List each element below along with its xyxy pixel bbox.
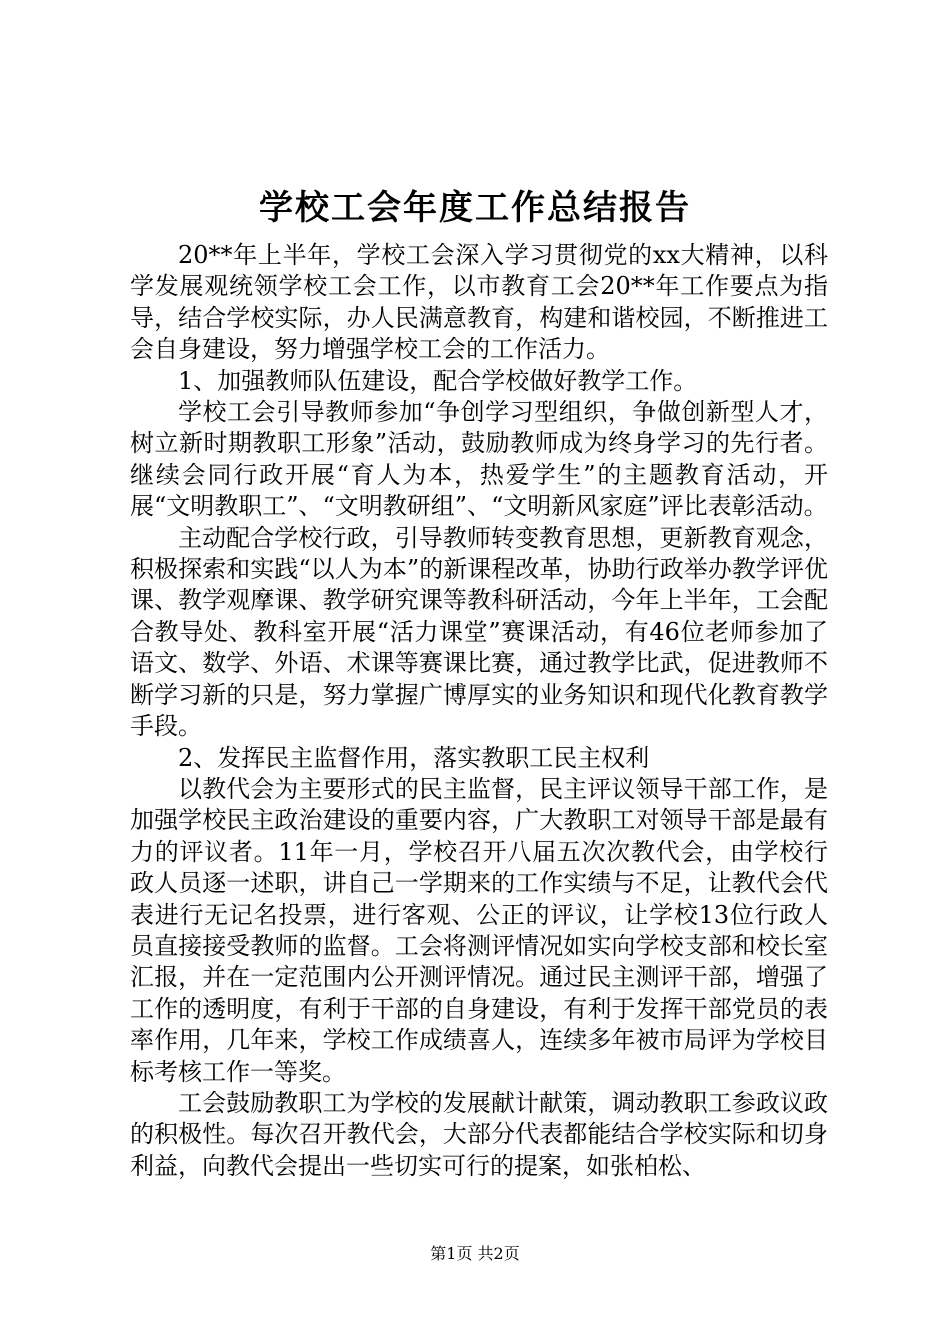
document-body — [130, 240, 828, 1182]
paragraph-2-2: 工会鼓励教职工为学校的发展献计献策，调动教职工参政议政的积极性。每次召开教代会，大部分代表都能结合学校实际和切身利益，向教代会提出一些切实可行的提案，如张柏松、 — [130, 1088, 828, 1180]
paragraph-2-1: 以教代会为主要形式的民主监督，民主评议领导干部工作，是加强学校民主政治建设的重要内容，广大教职工对领导干部是最有力的评议者。11年一月，学校召开八届五次次教代会，由学校行政人员逐一述职，讲自己一学期来的工作实绩与不足，让教代会代表进行无记名投票，进行客观、公正的评议，让学校13位行政人员直接接受教师的监督。工会将测评情况如实向学校支部和校长室汇报，并在一定范围内公开测评情况。通过民主测评干部，增强了工作的透明度，有利于干部的自身建设，有利于发挥干部党员的表率作用，几年来，学校工作成绩喜人，连续多年被市局评为学校目标考核工作一等奖。 — [130, 774, 828, 1086]
page-footer: 第1页 共2页 — [430, 1244, 520, 1263]
document-title: 学校工会年度工作总结报告 — [259, 188, 691, 228]
paragraph-1-2: 主动配合学校行政，引导教师转变教育思想，更新教育观念，积极探索和实践“以人为本”的新课程改革，协助行政举办教学评优课、教学观摩课、教学研究课等教科研活动，今年上半年，工会配合教导处、教科室开展“活力课堂”赛课活动，有46位老师参加了语文、数学、外语、术课等赛课比赛，通过教学比武，促进教师不断学习新的只是，努力掌握广博厚实的业务知识和现代化教育教学手段。 — [130, 523, 828, 741]
paragraph-1-1: 学校工会引导教师参加“争创学习型组织，争做创新型人才，树立新时期教职工形象”活动，鼓励教师成为终身学习的先行者。继续会同行政开展“育人为本，热爱学生”的主题教育活动，开展“文明教职工”、“文明教研组”、“文明新风家庭”评比表彰活动。 — [130, 398, 828, 521]
paragraph-intro: 20**年上半年，学校工会深入学习贯彻党的xx大精神，以科学发展观统领学校工会工作，以市教育工会20**年工作要点为指导，结合学校实际，办人民满意教育，构建和谐校园，不断推进工会自身建设，努力增强学校工会的工作活力。 — [130, 241, 828, 364]
section-heading-1: 1、加强教师队伍建设，配合学校做好教学工作。 — [178, 366, 698, 395]
section-heading-2: 2、发挥民主监督作用，落实教职工民主权利 — [178, 743, 650, 772]
